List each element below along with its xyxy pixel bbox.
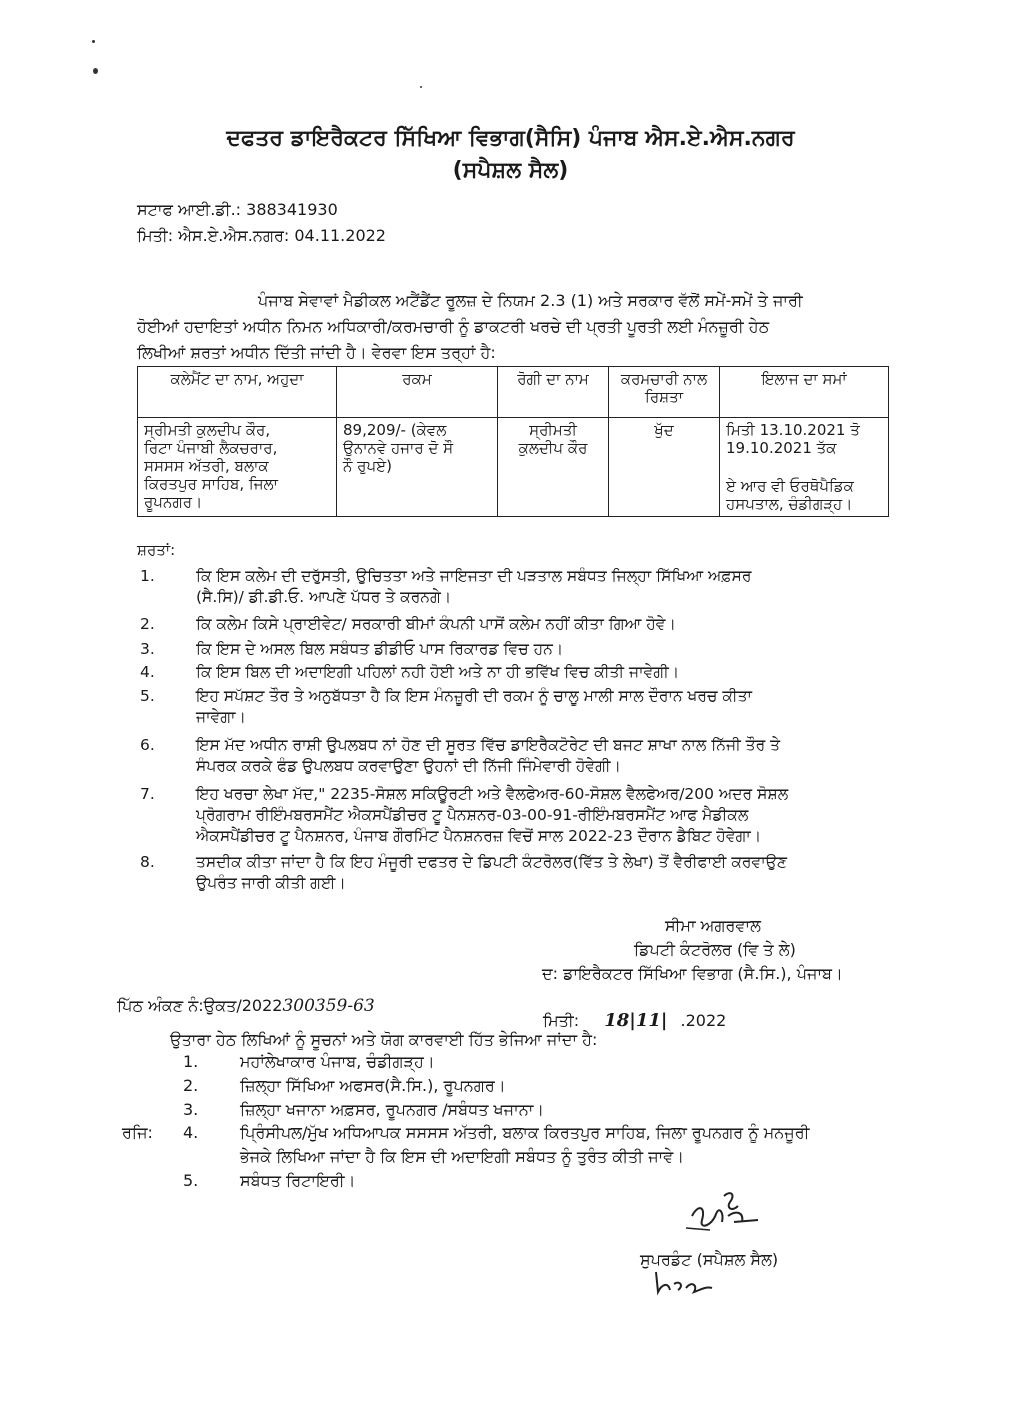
condition-line: ਕਿ ਕਲੇਮ ਕਿਸੇ ਪ੍ਰਾਈਵੇਟ/ ਸਰਕਾਰੀ ਬੀਮਾਂ ਕੰਪਨੀ ਪਾਸੋਂ ਕਲੇਮ ਨਹੀਂ ਕੀਤਾ ਗਿਆ ਹੋਵੇ। <box>196 615 676 633</box>
condition-item <box>196 614 896 635</box>
intro-line-1: ਪੰਜਾਬ ਸੇਵਾਵਾਂ ਮੈਡੀਕਲ ਅਟੈਂਡੈਂਟ ਰੂਲਜ਼ ਦੇ ਨਿਯਮ 2.3 (1) ਅਤੇ ਸਰਕਾਰ ਵੱਲੋਂ ਸਮੇਂ-ਸਮੇਂ ਤੇ ਜਾਰੀ <box>258 291 803 310</box>
table-row <box>138 418 889 517</box>
condition-line: ਉਪਰੰਤ ਜਾਰੀ ਕੀਤੀ ਗਈ। <box>196 874 346 892</box>
office-title: ਦਫਤਰ ਡਾਇਰੈਕਟਰ ਸਿੱਖਿਆ ਵਿਭਾਗ(ਸੈਸਿ) ਪੰਜਾਬ ਐਸ.ਏ.ਐਸ.ਨਗਰ <box>226 126 795 151</box>
condition-item <box>196 639 896 660</box>
ref-prefix: ਪਿੱਠ ਅੰਕਣ ਨੰ:ਉਕਤ/2022 <box>117 996 283 1015</box>
relation-value: ਖੁੱਦ <box>654 421 674 439</box>
intro-line-3: ਲਿਖੀਆਂ ਸ਼ਰਤਾਂ ਅਧੀਨ ਦਿੱਤੀ ਜਾਂਦੀ ਹੈ। ਵੇਰਵਾ ਇਸ ਤਰ੍ਹਾਂ ਹੈ: <box>137 343 496 362</box>
conditions-label: ਸ਼ਰਤਾਂ: <box>137 541 176 559</box>
recipient-line: ਜ਼ਿਲ੍ਹਾ ਸਿੱਖਿਆ ਅਫਸਰ(ਸੈ.ਸਿ.), ਰੂਪਨਗਰ। <box>240 1076 506 1095</box>
condition-line: ਐਕਸਪੈਂਡੀਚਰ ਟੂ ਪੈਨਸ਼ਨਰ, ਪੰਜਾਬ ਗੌਰਮਿੰਟ ਪੈਨਸ਼ਨਰਜ਼ ਵਿਚੋਂ ਸਾਲ 2022-23 ਦੌਰਾਨ ਡੈਬਿਟ ਹੋਵੇਗਾ। <box>196 827 762 845</box>
header-relation: ਕਰਮਚਾਰੀ ਨਾਲ ਰਿਸ਼ਤਾ <box>609 367 720 418</box>
office-subtitle: (ਸਪੈਸ਼ਲ ਸੈਲ) <box>452 158 569 183</box>
date-handwritten: 18|11| <box>604 1010 668 1031</box>
cell-claimant <box>138 418 337 517</box>
recipient-line: ਮਹਾਂਲੇਖਾਕਾਰ ਪੰਜਾਬ, ਚੰਡੀਗੜ੍ਹ। <box>240 1052 435 1071</box>
endorsement-date <box>543 1010 726 1031</box>
recipient-line: ਸਬੰਧਤ ਰਿਟਾਇਰੀ। <box>240 1171 356 1190</box>
claimant-line: ਕਿਰਤਪੁਰ ਸਾਹਿਬ, ਜਿਲਾ <box>144 475 278 493</box>
recipient-number: 5. <box>183 1171 199 1190</box>
period-line: ਮਿਤੀ 13.10.2021 ਤੋ <box>726 421 860 439</box>
table-header-row <box>138 367 889 418</box>
registered-label: ਰਜਿ: <box>122 1123 153 1142</box>
period-spacer <box>726 457 882 477</box>
condition-line: ਕਿ ਇਸ ਬਿਲ ਦੀ ਅਦਾਇਗੀ ਪਹਿਲਾਂ ਨਹੀ ਹੋਈ ਅਤੇ ਨਾ ਹੀ ਭਵਿੱਖ ਵਿਚ ਕੀਤੀ ਜਾਵੇਗੀ। <box>196 663 680 681</box>
amount-line: 89,209/- (ਕੇਵਲ <box>343 421 447 439</box>
signatory-office: ਦ: ਡਾਇਰੈਕਟਰ ਸਿੱਖਿਆ ਵਿਭਾਗ (ਸੈ.ਸਿ.), ਪੰਜਾਬ। <box>542 964 843 983</box>
condition-line: ਕਿ ਇਸ ਕਲੇਮ ਦੀ ਦਰੁੱਸਤੀ, ਉਚਿਤਤਾ ਅਤੇ ਜਾਇਜਤਾ ਦੀ ਪੜਤਾਲ ਸਬੰਧਤ ਜਿਲ੍ਹਾ ਸਿੱਖਿਆ ਅਫ਼ਸਰ <box>196 567 752 585</box>
condition-number: 1. <box>140 567 155 585</box>
header-period: ਇਲਾਜ ਦਾ ਸਮਾਂ <box>720 367 889 418</box>
condition-line: ਇਹ ਸਪੱਸ਼ਟ ਤੌਰ ਤੇ ਅਨੁਬੱਧਤਾ ਹੈ ਕਿ ਇਸ ਮੰਨਜ਼ੂਰੀ ਦੀ ਰਕਮ ਨੂੰ ਚਾਲੂ ਮਾਲੀ ਸਾਲ ਦੌਰਾਨ ਖਰਚ ਕੀਤਾ <box>196 687 752 705</box>
period-line: ਹਸਪਤਾਲ, ਚੰਡੀਗੜ੍ਹ। <box>726 495 853 513</box>
endorsement-intro: ਉਤਾਰਾ ਹੇਠ ਲਿਖਿਆਂ ਨੂੰ ਸੂਚਨਾਂ ਅਤੇ ਯੋਗ ਕਾਰਵਾਈ ਹਿੱਤ ਭੇਜਿਆ ਜਾਂਦਾ ਹੈ: <box>170 1030 598 1049</box>
condition-line: ਜਾਵੇਗਾ। <box>196 708 246 726</box>
claimant-line: ਰੂਪਨਗਰ। <box>144 493 203 511</box>
condition-number: 2. <box>140 615 155 633</box>
condition-line: ਕਿ ਇਸ ਦੇ ਅਸਲ ਬਿਲ ਸਬੰਧਤ ਡੀਡੀਓ ਪਾਸ ਰਿਕਾਰਡ ਵਿਚ ਹਨ। <box>196 640 564 658</box>
scan-speck <box>93 68 98 74</box>
header-claimant: ਕਲੇਮੈਂਟ ਦਾ ਨਾਮ, ਅਹੁਦਾ <box>138 367 337 418</box>
condition-number: 8. <box>140 853 155 871</box>
period-line: ਏ ਆਰ ਵੀ ਓਰਥੋਪੈਡਿਕ <box>726 477 854 495</box>
superintendent-signature <box>672 1186 782 1244</box>
signatory-name: ਸੀਮਾ ਅਗਰਵਾਲ <box>665 916 761 935</box>
condition-item <box>196 852 896 894</box>
condition-number: 7. <box>140 785 155 803</box>
condition-item <box>196 662 896 683</box>
staff-id: ਸਟਾਫ ਆਈ.ਡੀ.: 388341930 <box>137 200 338 219</box>
ref-number-handwritten: 300359-63 <box>282 996 375 1016</box>
condition-number: 3. <box>140 640 155 658</box>
scan-speck <box>420 86 422 88</box>
date-label: ਮਿਤੀ: <box>543 1011 580 1030</box>
recipient-number: 4. <box>183 1123 199 1142</box>
condition-item <box>196 686 896 728</box>
condition-line: ਪ੍ਰੋਗਰਾਮ ਰੀਇੰਮਬਰਸਮੈਂਟ ਐਕਸਪੈਂਡੀਚਰ ਟੂ ਪੈਨਸ਼ਨਰ-03-00-91-ਰੀਇੰਮਬਰਸਮੈਂਟ ਆਫ ਮੈਡੀਕਲ <box>196 806 749 824</box>
cell-amount <box>337 418 498 517</box>
endorsement-ref <box>117 996 375 1016</box>
recipient-line: ਜ਼ਿਲ੍ਹਾ ਖਜਾਨਾ ਅਫ਼ਸਰ, ਰੂਪਨਗਰ /ਸਬੰਧਤ ਖਜਾਨਾ। <box>240 1100 545 1119</box>
cell-relation <box>609 418 720 517</box>
patient-line: ਕੁਲਦੀਪ ਕੌਰ <box>518 439 588 457</box>
cell-patient <box>498 418 609 517</box>
claimant-line: ਰਿਟਾ ਪੰਜਾਬੀ ਲੈਕਚਰਾਰ, <box>144 439 278 457</box>
superintendent-designation: ਸੁਪਰਡੰਟ (ਸਪੈਸ਼ਲ ਸੈਲ) <box>640 1250 779 1269</box>
claimant-line: ਸ੍ਰੀਮਤੀ ਕੁਲਦੀਪ ਕੌਰ, <box>144 421 271 439</box>
scan-speck <box>92 40 95 43</box>
cell-period <box>720 418 889 517</box>
patient-line: ਸ੍ਰੀਮਤੀ <box>529 421 577 439</box>
condition-number: 4. <box>140 663 155 681</box>
header-amount: ਰਕਮ <box>337 367 498 418</box>
claim-table <box>137 366 889 517</box>
date-year: .2022 <box>680 1011 727 1030</box>
claimant-line: ਸਸਸਸ ਅੱਤਰੀ, ਬਲਾਕ <box>144 457 269 475</box>
condition-number: 5. <box>140 687 155 705</box>
amount-line: ਉਨਾਨਵੇ ਹਜਾਰ ਦੋ ਸੌ <box>343 439 454 457</box>
condition-line: ਸੰਪਰਕ ਕਰਕੇ ਫੰਡ ਉਪਲਬਧ ਕਰਵਾਉਣਾ ਉਹਨਾਂ ਦੀ ਨਿੱਜੀ ਜਿੰਮੇਵਾਰੀ ਹੋਵੇਗੀ। <box>196 757 621 775</box>
amount-line: ਨੌ ਰੁਪਏ) <box>343 457 392 475</box>
condition-line: ਤਸਦੀਕ ਕੀਤਾ ਜਾਂਦਾ ਹੈ ਕਿ ਇਹ ਮੰਜੂਰੀ ਦਫਤਰ ਦੇ ਡਿਪਟੀ ਕੰਟਰੋਲਰ(ਵਿੱਤ ਤੇ ਲੇਖਾ) ਤੋਂ ਵੈਰੀਫਾਈ ਕਰਵਾਉਣ <box>196 853 787 871</box>
recipient-number: 2. <box>183 1076 199 1095</box>
header-patient: ਰੋਗੀ ਦਾ ਨਾਮ <box>498 367 609 418</box>
recipient-number: 1. <box>183 1052 199 1071</box>
condition-number: 6. <box>140 736 155 754</box>
signatory-designation: ਡਿਪਟੀ ਕੰਟਰੋਲਰ (ਵਿ ਤੇ ਲੇ) <box>634 940 796 959</box>
period-line: 19.10.2021 ਤੱਕ <box>726 439 837 457</box>
issue-date: ਮਿਤੀ: ਐਸ.ਏ.ਐਸ.ਨਗਰ: 04.11.2022 <box>137 226 386 245</box>
condition-item <box>196 735 896 777</box>
condition-line: ਇਹ ਖਰਚਾ ਲੇਖਾ ਮੱਦ," 2235-ਸੋਸ਼ਲ ਸਕਿਊਰਟੀ ਅਤੇ ਵੈਲਫੇਅਰ-60-ਸੋਸ਼ਲ ਵੈਲਫੇਅਰ/200 ਅਦਰ ਸੋਸ਼ਲ <box>196 785 789 803</box>
condition-line: ਇਸ ਮੱਦ ਅਧੀਨ ਰਾਸ਼ੀ ਉਪਲਬਧ ਨਾਂ ਹੋਣ ਦੀ ਸੂਰਤ ਵਿੱਚ ਡਾਇਰੈਕਟੋਰੇਟ ਦੀ ਬਜਟ ਸ਼ਾਖਾ ਨਾਲ ਨਿੱਜੀ ਤੌਰ ਤੇ <box>196 736 781 754</box>
recipient-number: 3. <box>183 1100 199 1119</box>
condition-item <box>196 784 896 847</box>
recipient-line: ਭੇਜਕੇ ਲਿਖਿਆ ਜਾਂਦਾ ਹੈ ਕਿ ਇਸ ਦੀ ਅਦਾਇਗੀ ਸਬੰਧਤ ਨੂੰ ਤੁਰੰਤ ਕੀਤੀ ਜਾਵੇ। <box>240 1147 685 1166</box>
condition-line: (ਸੈ.ਸਿ)/ ਡੀ.ਡੀ.ਓ. ਆਪਣੇ ਪੱਧਰ ਤੇ ਕਰਨਗੇ। <box>196 588 452 606</box>
condition-item <box>196 566 896 608</box>
recipient-line: ਪ੍ਰਿੰਸੀਪਲ/ਮੁੱਖ ਅਧਿਆਪਕ ਸਸਸਸ ਅੱਤਰੀ, ਬਲਾਕ ਕਿਰਤਪੁਰ ਸਾਹਿਬ, ਜਿਲਾ ਰੂਪਨਗਰ ਨੂੰ ਮਨਜੂਰੀ <box>240 1123 810 1142</box>
initials-signature <box>650 1266 720 1298</box>
intro-line-2: ਹੋਈਆਂ ਹਦਾਇਤਾਂ ਅਧੀਨ ਨਿਮਨ ਅਧਿਕਾਰੀ/ਕਰਮਚਾਰੀ ਨੂੰ ਡਾਕਟਰੀ ਖਰਚੇ ਦੀ ਪ੍ਰਤੀ ਪੂਰਤੀ ਲਈ ਮੰਨਜ਼ੂਰੀ ਹੇਠ <box>137 317 770 336</box>
